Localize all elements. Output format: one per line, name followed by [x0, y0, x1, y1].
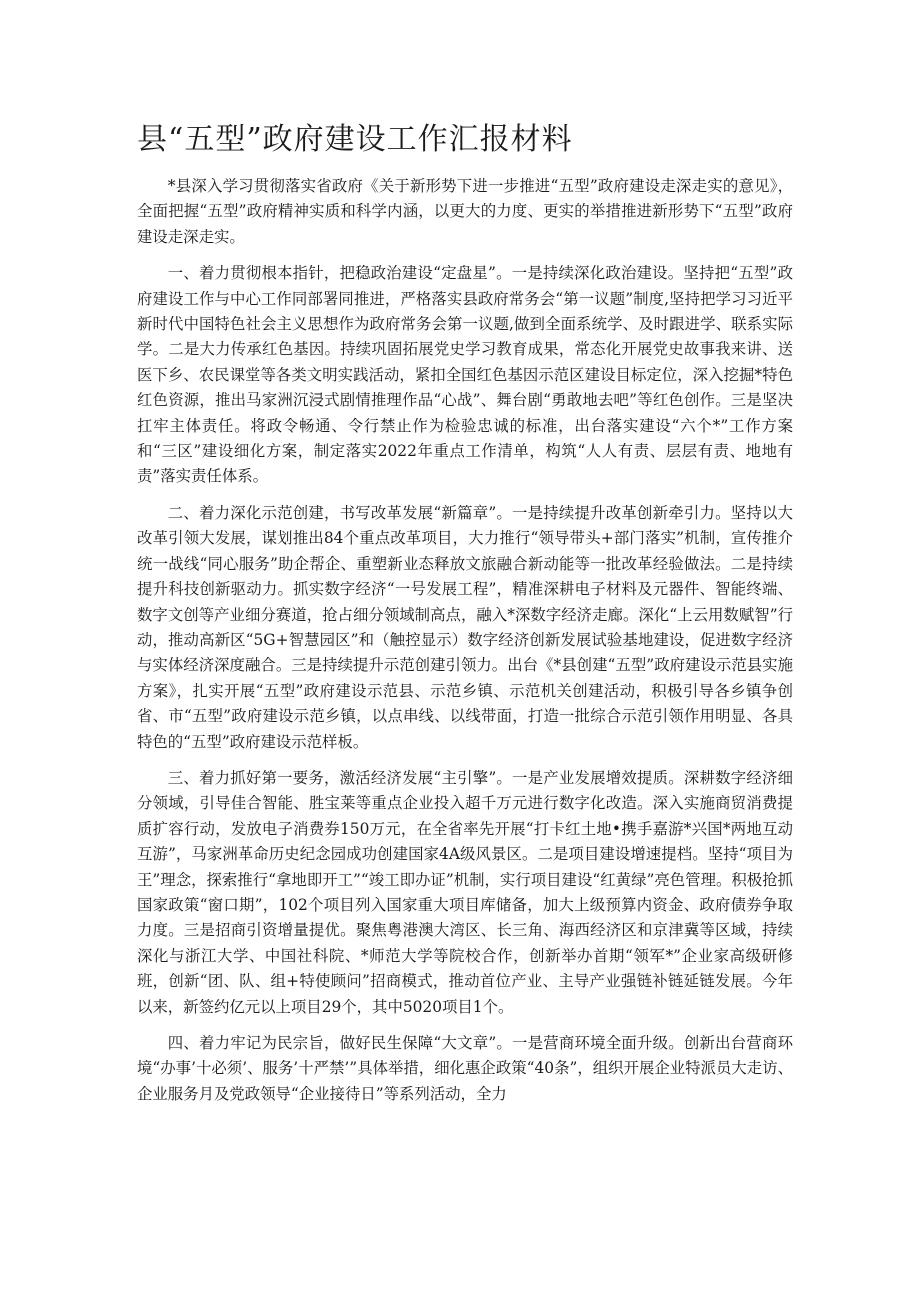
document-title: 县“五型”政府建设工作汇报材料: [137, 122, 573, 157]
section-3-paragraph: 三、着力抓好第一要务，激活经济发展“主引擎”。一是产业发展增效提质。深耕数字经济细分领域，引导佳合智能、胜宝莱等重点企业投入超千万元进行数字化改造。深入实施商贸消费提质扩容行动，发放电子消费券150万元，在全省率先开展“打卡红土地•携手嘉游*兴国*两地互动互游”，马家洲革命历史纪念园成功创建国家4A级风景区。二是项目建设增速提档。坚持“项目为王”理念，探索推行“拿地即开工”“竣工即办证”机制，实行项目建设“红黄绿”亮色管理。积极抢抓国家政策“窗口期”，102个项目列入国家重大项目库储备，加大上级预算内资金、政府债券争取力度。三是招商引资增量提优。聚焦粤港澳大湾区、长三角、海西经济区和京津冀等区域，持续深化与浙江大学、中国社科院、*师范大学等院校合作，创新举办首期“领军*”企业家高级研修班，创新“团、队、组+特使顾问”招商模式，推动首位产业、主导产业强链补链延链发展。今年以来，新签约亿元以上项目29个，其中5020项目1个。: [137, 768, 793, 1016]
section-4-paragraph: 四、着力牢记为民宗旨，做好民生保障“大文章”。一是营商环境全面升级。创新出台营商环境“办事’十必须’、服务’十严禁’”具体举措，细化惠企政策“40条”，组织开展企业特派员大走访、企业服务月及党政领导“企业接待日”等系列活动，全力: [137, 1034, 793, 1103]
section-1-paragraph: 一、着力贯彻根本指针，把稳政治建设“定盘星”。一是持续深化政治建设。坚持把“五型”政府建设工作与中心工作同部署同推进，严格落实县政府常务会“第一议题”制度,坚持把学习习近平新时代中国特色社会主义思想作为政府常务会第一议题,做到全面系统学、及时跟进学、联系实际学。二是大力传承红色基因。持续巩固拓展党史学习教育成果，常态化开展党史故事我来讲、送医下乡、农民课堂等各类文明实践活动，紧扣全国红色基因示范区建设目标定位，深入挖掘*特色红色资源，推出马家洲沉浸式剧情推理作品“心战”、舞台剧“勇敢地去吧”等红色创作。三是坚决扛牢主体责任。将政令畅通、令行禁止作为检验忠诚的标准，出台落实建设“六个*”工作方案和“三区”建设细化方案，制定落实2022年重点工作清单，构筑“人人有责、层层有责、地地有责”落实责任体系。: [137, 264, 793, 486]
document-page: [137, 118, 793, 1118]
intro-paragraph: *县深入学习贯彻落实省政府《关于新形势下进一步推进“五型”政府建设走深走实的意见》，全面把握“五型”政府精神实质和科学内涵，以更大的力度、更实的举措推进新形势下“五型”政府建设走深走实。: [137, 177, 793, 246]
section-2-paragraph: 二、着力深化示范创建，书写改革发展“新篇章”。一是持续提升改革创新牵引力。坚持以大改革引领大发展，谋划推出84个重点改革项目，大力推行“领导带头+部门落实”机制，宣传推介统一战线“同心服务”助企帮企、重塑新业态释放文旅融合新动能等一批改革经验做法。二是持续提升科技创新驱动力。抓实数字经济“一号发展工程”，精准深耕电子材料及元器件、智能终端、数字文创等产业细分赛道，抢占细分领域制高点，融入*深数字经济走廊。深化“上云用数赋智”行动，推动高新区“5G+智慧园区”和（触控显示）数字经济创新发展试验基地建设，促进数字经济与实体经济深度融合。三是持续提升示范创建引领力。出台《*县创建“五型”政府建设示范县实施方案》，扎实开展“五型”政府建设示范县、示范乡镇、示范机关创建活动，积极引导各乡镇争创省、市“五型”政府建设示范乡镇，以点串线、以线带面，打造一批综合示范引领作用明显、各具特色的“五型”政府建设示范样板。: [137, 503, 793, 751]
